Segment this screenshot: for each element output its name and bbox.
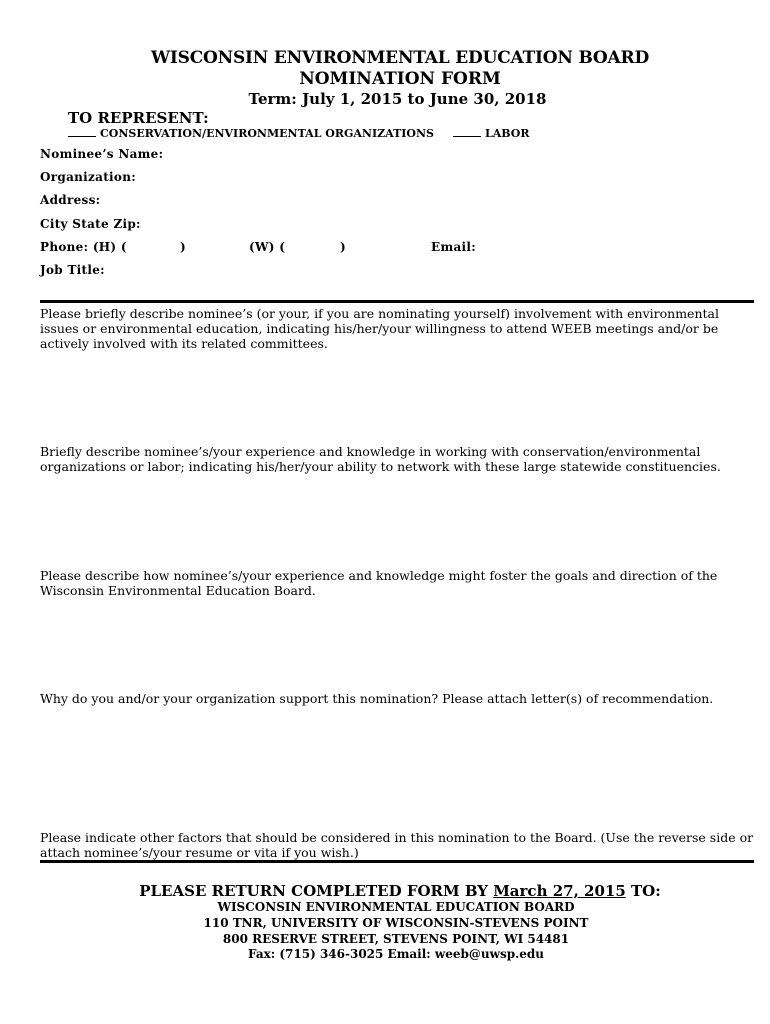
question-experience: Briefly describe nominee’s/your experience and knowledge in working with conservation/environmental organizations or labor; indicating his/her/your ability to network with these large statewide constituencies. <box>40 444 721 474</box>
return-suffix: TO: <box>631 882 661 900</box>
option-conservation[interactable] <box>68 126 434 140</box>
option-labor-blank[interactable] <box>453 126 481 137</box>
question-involvement: Please briefly describe nominee’s (or your, if you are nominating yourself) involvement with environmental issues or environmental education, indicating his/her/your willingness to attend WEEB meetings and/or be actively involved with its related committees. <box>40 306 719 351</box>
form-title: WISCONSIN ENVIRONMENTAL EDUCATION BOARD <box>150 48 650 68</box>
job-title-label: Job Title: <box>40 263 105 277</box>
organization-label: Organization: <box>40 170 136 184</box>
city-state-zip-label: City State Zip: <box>40 217 141 231</box>
phone-home-label: Phone: (H) ( <box>40 240 127 254</box>
email-label: Email: <box>431 240 476 254</box>
divider-bottom <box>40 860 754 863</box>
address-line-university: 110 TNR, UNIVERSITY OF WISCONSIN-STEVENS POINT <box>203 916 589 930</box>
question-goals: Please describe how nominee’s/your experience and knowledge might foster the goals and direction of the Wisconsin Environmental Education Board. <box>40 568 718 598</box>
term-line: Term: July 1, 2015 to June 30, 2018 <box>248 90 547 108</box>
option-conservation-blank[interactable] <box>68 126 96 137</box>
address-line-board: WISCONSIN ENVIRONMENTAL EDUCATION BOARD <box>217 900 575 914</box>
return-instruction <box>0 882 770 900</box>
address-line-street: 800 RESERVE STREET, STEVENS POINT, WI 54481 <box>222 932 570 946</box>
return-deadline: March 27, 2015 <box>493 882 626 900</box>
option-labor[interactable] <box>453 126 530 140</box>
to-represent-label: TO REPRESENT: <box>68 109 209 127</box>
return-prefix: PLEASE RETURN COMPLETED FORM BY <box>139 882 488 900</box>
divider-top <box>40 300 754 303</box>
address-label: Address: <box>40 193 101 207</box>
question-support: Why do you and/or your organization support this nomination? Please attach letter(s) of recommendation. <box>40 691 714 706</box>
option-labor-label: LABOR <box>485 127 530 140</box>
question-other-factors: Please indicate other factors that should be considered in this nomination to the Board. (Use the reverse side or attach nominee’s/your resume or vita if you wish.) <box>40 830 754 860</box>
phone-work-label: (W) ( <box>249 240 286 254</box>
phone-work-close: ) <box>340 240 346 254</box>
phone-home-close: ) <box>180 240 186 254</box>
address-line-contact: Fax: (715) 346-3025 Email: weeb@uwsp.edu <box>247 947 545 961</box>
form-subtitle: NOMINATION FORM <box>299 69 501 89</box>
option-conservation-label: CONSERVATION/ENVIRONMENTAL ORGANIZATIONS <box>100 127 434 140</box>
nominee-name-label: Nominee’s Name: <box>40 147 164 161</box>
